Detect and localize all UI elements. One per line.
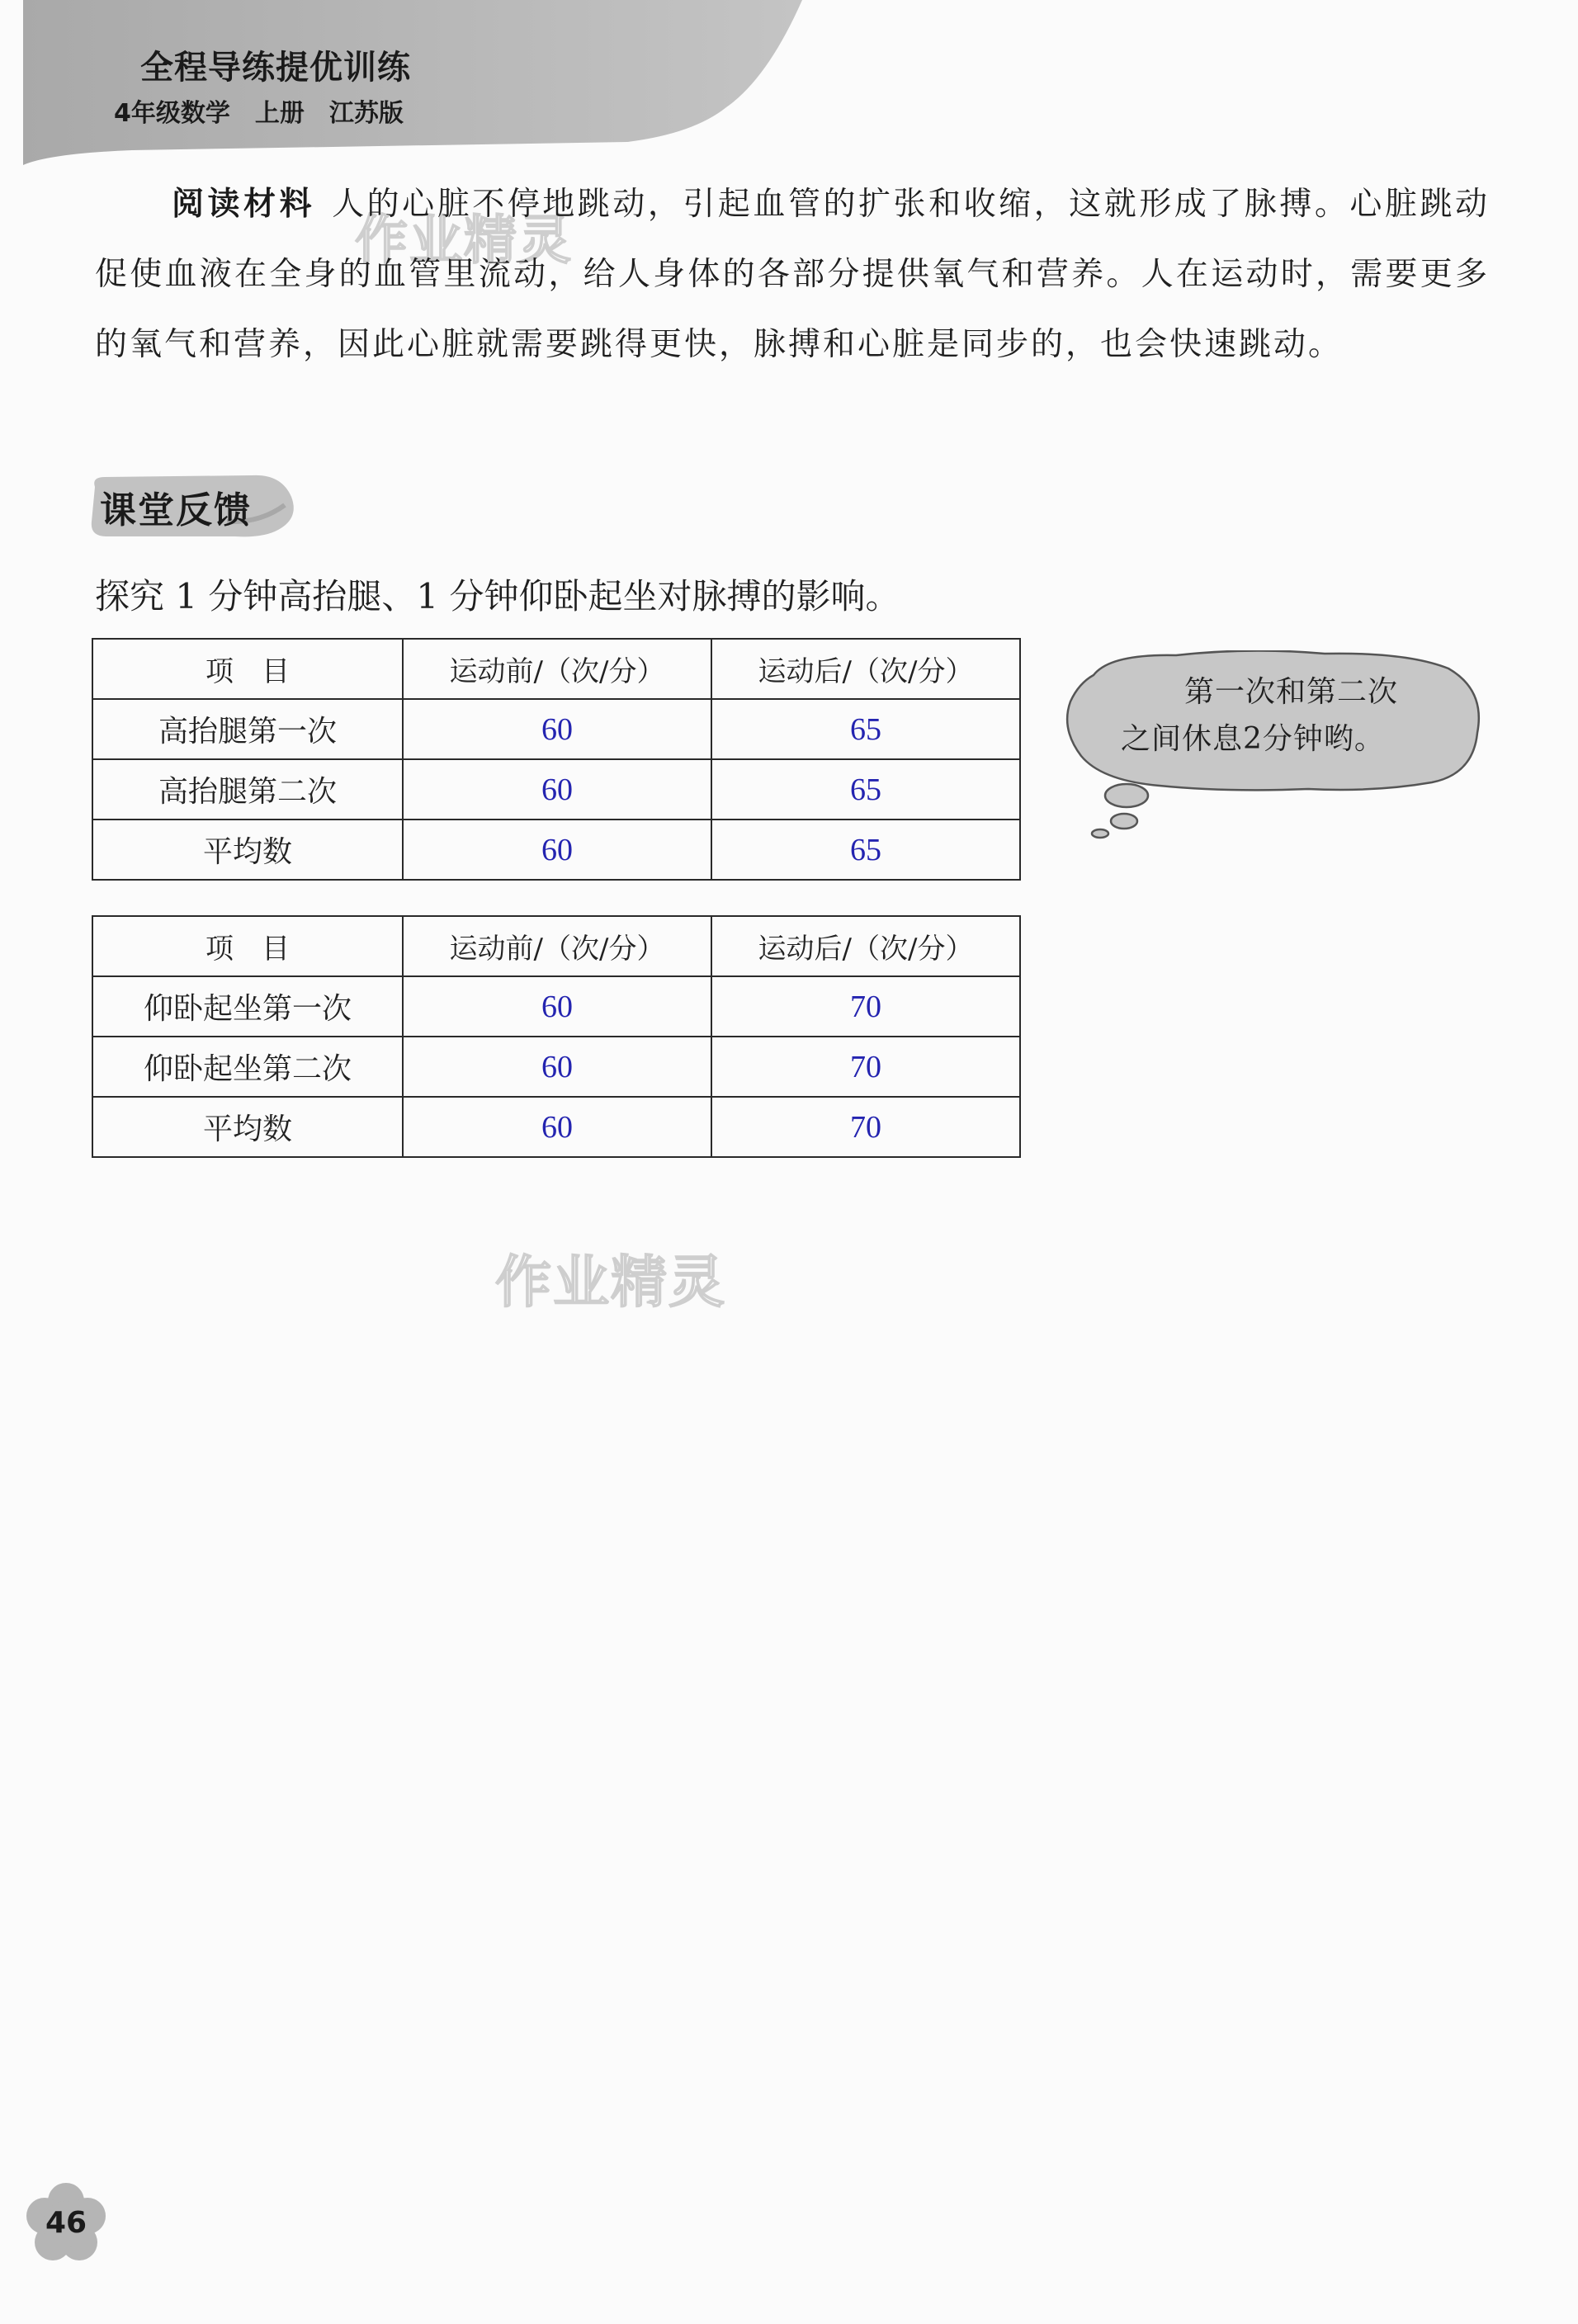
table-item-cell: 仰卧起坐第一次	[92, 976, 403, 1037]
table-item-cell: 平均数	[92, 820, 403, 880]
after-value-cell: 65	[711, 699, 1020, 759]
table-header-cell: 运动后/（次/分）	[711, 639, 1020, 699]
high-knees-table	[92, 638, 1021, 881]
reading-label: 阅读材料	[172, 186, 316, 223]
table-row	[92, 699, 1020, 759]
section-badge	[87, 472, 303, 540]
table-row	[92, 1097, 1020, 1157]
table-row	[92, 976, 1020, 1037]
after-value-cell: 70	[711, 976, 1020, 1037]
bubble-text-line-1: 第一次和第二次	[1184, 675, 1399, 709]
sit-ups-table	[92, 915, 1021, 1158]
after-value-cell: 65	[711, 759, 1020, 820]
book-subtitle: 4年级数学 上册 江苏版	[114, 99, 404, 128]
before-value-cell: 60	[403, 1037, 711, 1097]
table-header-cell: 项 目	[92, 639, 403, 699]
before-value-cell: 60	[403, 1097, 711, 1157]
after-value-cell: 65	[711, 820, 1020, 880]
bubble-text-line-2: 之间休息2分钟哟。	[1121, 722, 1385, 756]
reading-text: 人的心脏不停地跳动，引起血管的扩张和收缩，这就形成了脉搏。心脏跳动促使血液在全身的血管里流动，给人身体的各部分提供氧气和营养。人在运动时，需要更多的氧气和营养，因此心脏就需要跳得更快，脉搏和心脏是同步的，也会快速跳动。	[95, 186, 1490, 363]
page-number: 46	[45, 2206, 87, 2240]
page-number-badge	[25, 2183, 107, 2265]
header-banner	[0, 0, 809, 173]
table-header-cell: 运动前/（次/分）	[403, 916, 711, 976]
reading-material	[95, 169, 1490, 380]
table-header-cell: 运动前/（次/分）	[403, 639, 711, 699]
table-item-cell: 平均数	[92, 1097, 403, 1157]
question-text: 探究 1 分钟高抬腿、1 分钟仰卧起坐对脉搏的影响。	[95, 576, 900, 616]
table-header-row	[92, 916, 1020, 976]
table-item-cell: 仰卧起坐第二次	[92, 1037, 403, 1097]
before-value-cell: 60	[403, 820, 711, 880]
table-row	[92, 820, 1020, 880]
table-row	[92, 759, 1020, 820]
after-value-cell: 70	[711, 1037, 1020, 1097]
book-title: 全程导练提优训练	[140, 49, 411, 87]
watermark: 作业精灵	[355, 210, 573, 272]
table-header-cell: 项 目	[92, 916, 403, 976]
thought-bubble	[1061, 650, 1490, 840]
before-value-cell: 60	[403, 976, 711, 1037]
before-value-cell: 60	[403, 699, 711, 759]
table-header-cell: 运动后/（次/分）	[711, 916, 1020, 976]
watermark: 作业精灵	[495, 1250, 727, 1316]
table-item-cell: 高抬腿第一次	[92, 699, 403, 759]
before-value-cell: 60	[403, 759, 711, 820]
table-header-row	[92, 639, 1020, 699]
table-item-cell: 高抬腿第二次	[92, 759, 403, 820]
after-value-cell: 70	[711, 1097, 1020, 1157]
table-row	[92, 1037, 1020, 1097]
section-title: 课堂反馈	[100, 489, 252, 531]
